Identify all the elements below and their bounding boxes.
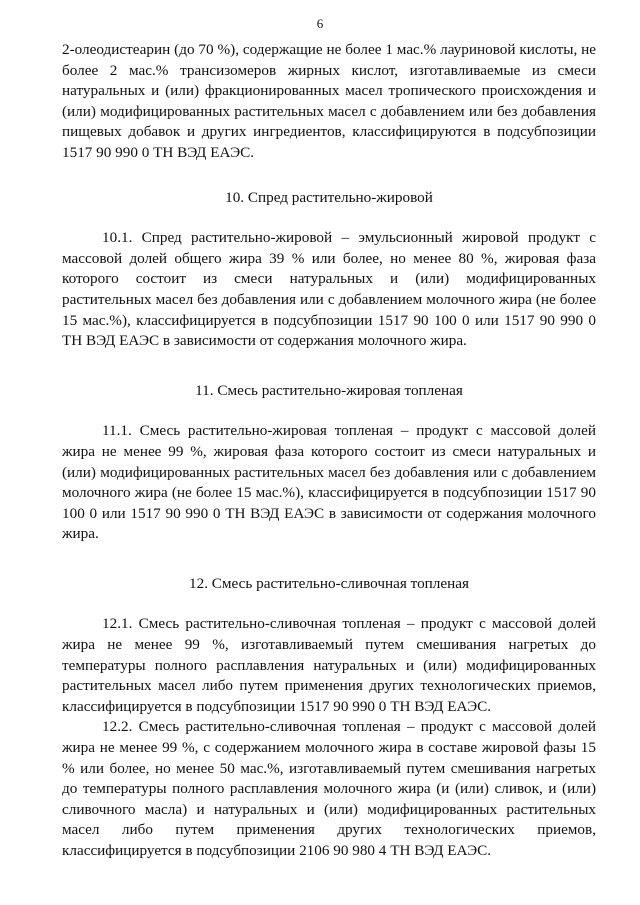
section-11-heading: 11. Смесь растительно-жировая топленая [195, 381, 463, 399]
paragraph-12-2: 12.2. Смесь растительно-сливочная топленая – продукт с массовой долей жира не менее 99 %, с содержанием молочного жира в составе жировой фазы 15 % или более, но менее 50 мас.%, изготавливаемый путем смешивания нагретых до температуры полного расплавления молочного жира (и (или) сливок, и (или) сливочного масла) и натуральных и (или) модифицированных растительных масел либо путем применения других технологических приемов, классифицируется в подсубпозиции 2106 90 980 4 ТН ВЭД ЕАЭС. [62, 718, 596, 859]
section-12-heading: 12. Смесь растительно-сливочная топленая [189, 574, 469, 592]
section-10-heading: 10. Спред растительно-жировой [225, 188, 433, 206]
document-body [62, 40, 596, 862]
intro-paragraph: 2-олеодистеарин (до 70 %), содержащие не более 1 мас.% лауриновой кислоты, не более 2 мас.% трансизомеров жирных кислот, изготавливаемые из смеси натуральных и (или) фракционированных масел тропического происхождения и (или) модифицированных растительных масел с добавлением или без добавления пищевых добавок и других ингредиентов, классифицируются в подсубпозиции 1517 90 990 0 ТН ВЭД ЕАЭС. [62, 41, 596, 161]
page-number: 6 [316, 16, 324, 31]
paragraph-11-1: 11.1. Смесь растительно-жировая топленая – продукт с массовой долей жира не менее 99 %, жировая фаза которого состоит из смеси натуральных и (или) модифицированных растительных масел без добавления или с добавлением молочного жира (не более 15 мас.%), классифицируется в подсубпозиции 1517 90 100 0 или 1517 90 990 0 ТН ВЭД ЕАЭС в зависимости от содержания молочного жира. [62, 422, 596, 543]
paragraph-10-1: 10.1. Спред растительно-жировой – эмульсионный жировой продукт с массовой долей общего жира 39 % или более, но менее 80 %, жировая фаза которого состоит из смеси натуральных и (или) модифицированных растительных масел без добавления или с добавлением молочного жира (не более 15 мас.%), классифицируется в подсубпозиции 1517 90 100 0 или 1517 90 990 0 ТН ВЭД ЕАЭС в зависимости от содержания молочного жира. [62, 229, 596, 350]
paragraph-12-1: 12.1. Смесь растительно-сливочная топленая – продукт с массовой долей жира не менее 99 %, изготавливаемый путем смешивания нагретых до температуры полного расплавления натуральных и (или) модифицированных растительных масел либо путем применения других технологических приемов, классифицируется в подсубпозиции 1517 90 990 0 ТН ВЭД ЕАЭС. [62, 615, 596, 715]
